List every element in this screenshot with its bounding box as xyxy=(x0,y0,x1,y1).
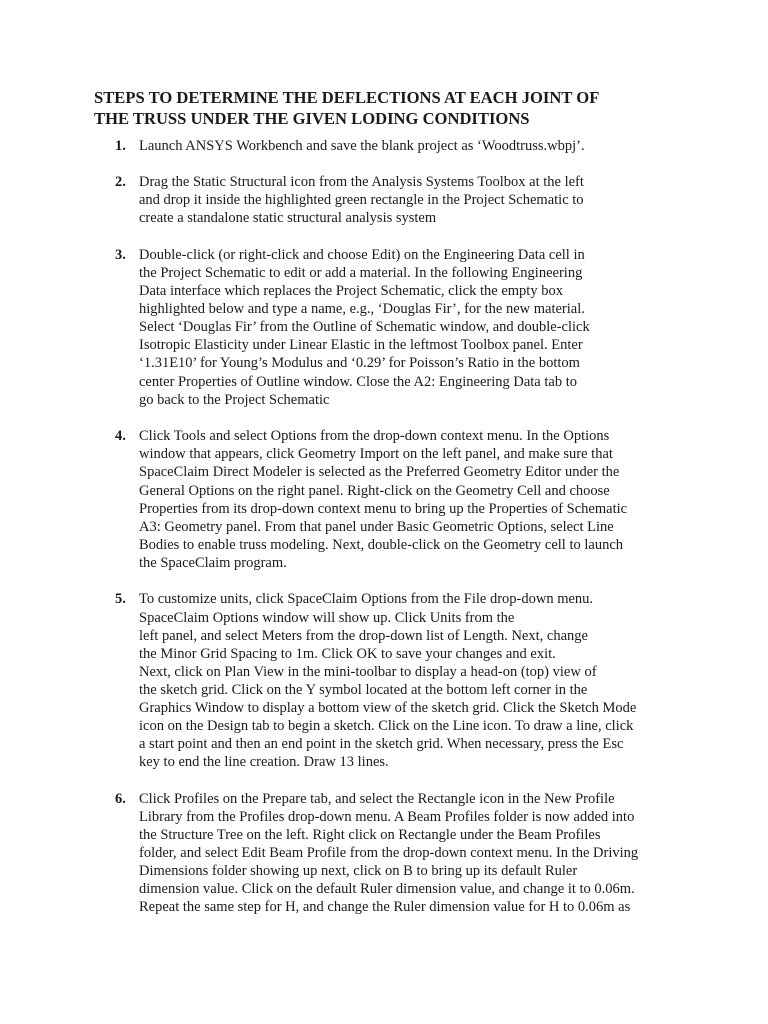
step-line: the SpaceClaim program. xyxy=(139,554,287,571)
step-line: Dimensions folder showing up next, click on B to bring up its default Ruler xyxy=(139,863,578,880)
step-line: dimension value. Click on the default Ruler dimension value, and change it to 0.06m. xyxy=(139,881,635,898)
step-line: the Minor Grid Spacing to 1m. Click OK to save your changes and exit. xyxy=(139,645,556,662)
step-number: 5. xyxy=(115,591,126,608)
step-line: Library from the Profiles drop-down menu. A Beam Profiles folder is now added into xyxy=(139,809,635,825)
step-3 xyxy=(0,246,768,409)
step-line: Drag the Static Structural icon from the Analysis Systems Toolbox at the left xyxy=(139,174,584,191)
step-line: Bodies to enable truss modeling. Next, double-click on the Geometry cell to launch xyxy=(139,536,624,553)
document-title xyxy=(94,87,714,129)
step-line: A3: Geometry panel. From that panel under Basic Geometric Options, select Line xyxy=(139,518,614,535)
step-line: Graphics Window to display a bottom view of the sketch grid. Click the Sketch Mode xyxy=(139,700,637,717)
step-line: SpaceClaim Options window will show up. Click Units from the xyxy=(139,609,515,626)
step-line: Properties from its drop-down context menu to bring up the Properties of Schematic xyxy=(139,500,628,517)
step-number: 1. xyxy=(115,138,126,154)
step-line: Click Profiles on the Prepare tab, and select the Rectangle icon in the New Profile xyxy=(139,790,615,807)
step-6 xyxy=(0,790,768,917)
step-1 xyxy=(0,137,768,155)
step-line: key to end the line creation. Draw 13 lines. xyxy=(139,754,389,771)
step-line: window that appears, click Geometry Import on the left panel, and make sure that xyxy=(139,446,613,463)
step-line: ‘1.31E10’ for Young’s Modulus and ‘0.29’ for Poisson’s Ratio in the bottom xyxy=(139,355,580,372)
step-line: General Options on the right panel. Right-click on the Geometry Cell and choose xyxy=(139,482,610,499)
step-line: Repeat the same step for H, and change the Ruler dimension value for H to 0.06m as xyxy=(139,899,631,916)
step-line: To customize units, click SpaceClaim Options from the File drop-down menu. xyxy=(139,591,594,608)
step-line: Data interface which replaces the Project Schematic, click the empty box xyxy=(139,283,563,300)
step-line: Isotropic Elasticity under Linear Elastic in the leftmost Toolbox panel. Enter xyxy=(139,337,583,354)
step-number: 4. xyxy=(115,428,126,445)
title-line-2: THE TRUSS UNDER THE GIVEN LODING CONDITIONS xyxy=(94,109,530,128)
step-line: left panel, and select Meters from the drop-down list of Length. Next, change xyxy=(139,627,588,644)
title-line-1: STEPS TO DETERMINE THE DEFLECTIONS AT EACH JOINT OF xyxy=(94,88,600,107)
step-text xyxy=(139,427,739,572)
step-line: folder, and select Edit Beam Profile from the drop-down context menu. In the Driving xyxy=(139,845,639,862)
step-number: 3. xyxy=(115,246,126,263)
step-text xyxy=(139,137,739,155)
step-line: center Properties of Outline window. Close the A2: Engineering Data tab to xyxy=(139,373,577,390)
step-line: icon on the Design tab to begin a sketch. Click on the Line icon. To draw a line, click xyxy=(139,718,634,735)
step-line: Click Tools and select Options from the drop-down context menu. In the Options xyxy=(139,428,610,445)
step-line: a start point and then an end point in the sketch grid. When necessary, press the Esc xyxy=(139,736,624,753)
step-line: create a standalone static structural analysis system xyxy=(139,210,437,227)
step-text xyxy=(139,246,739,409)
step-line: and drop it inside the highlighted green rectangle in the Project Schematic to xyxy=(139,192,584,209)
step-text xyxy=(139,790,739,917)
step-line: go back to the Project Schematic xyxy=(139,391,330,408)
step-line: Next, click on Plan View in the mini-toolbar to display a head-on (top) view of xyxy=(139,663,597,680)
step-text xyxy=(139,590,739,771)
step-line: the Structure Tree on the left. Right click on Rectangle under the Beam Profiles xyxy=(139,827,601,844)
step-line: SpaceClaim Direct Modeler is selected as the Preferred Geometry Editor under the xyxy=(139,464,620,481)
step-5 xyxy=(0,590,768,771)
step-line: Launch ANSYS Workbench and save the blank project as ‘Woodtruss.wbpj’. xyxy=(139,138,585,154)
step-number: 6. xyxy=(115,790,126,807)
step-number: 2. xyxy=(115,174,126,191)
step-line: the sketch grid. Click on the Y symbol located at the bottom left corner in the xyxy=(139,681,588,698)
step-2 xyxy=(0,173,768,227)
step-line: Double-click (or right-click and choose Edit) on the Engineering Data cell in xyxy=(139,246,585,263)
step-4 xyxy=(0,427,768,572)
step-line: highlighted below and type a name, e.g., ‘Douglas Fir’, for the new material. xyxy=(139,301,585,318)
steps-list xyxy=(0,137,768,917)
step-line: Select ‘Douglas Fir’ from the Outline of Schematic window, and double-click xyxy=(139,319,590,336)
step-line: the Project Schematic to edit or add a material. In the following Engineering xyxy=(139,264,583,281)
step-text xyxy=(139,173,739,227)
